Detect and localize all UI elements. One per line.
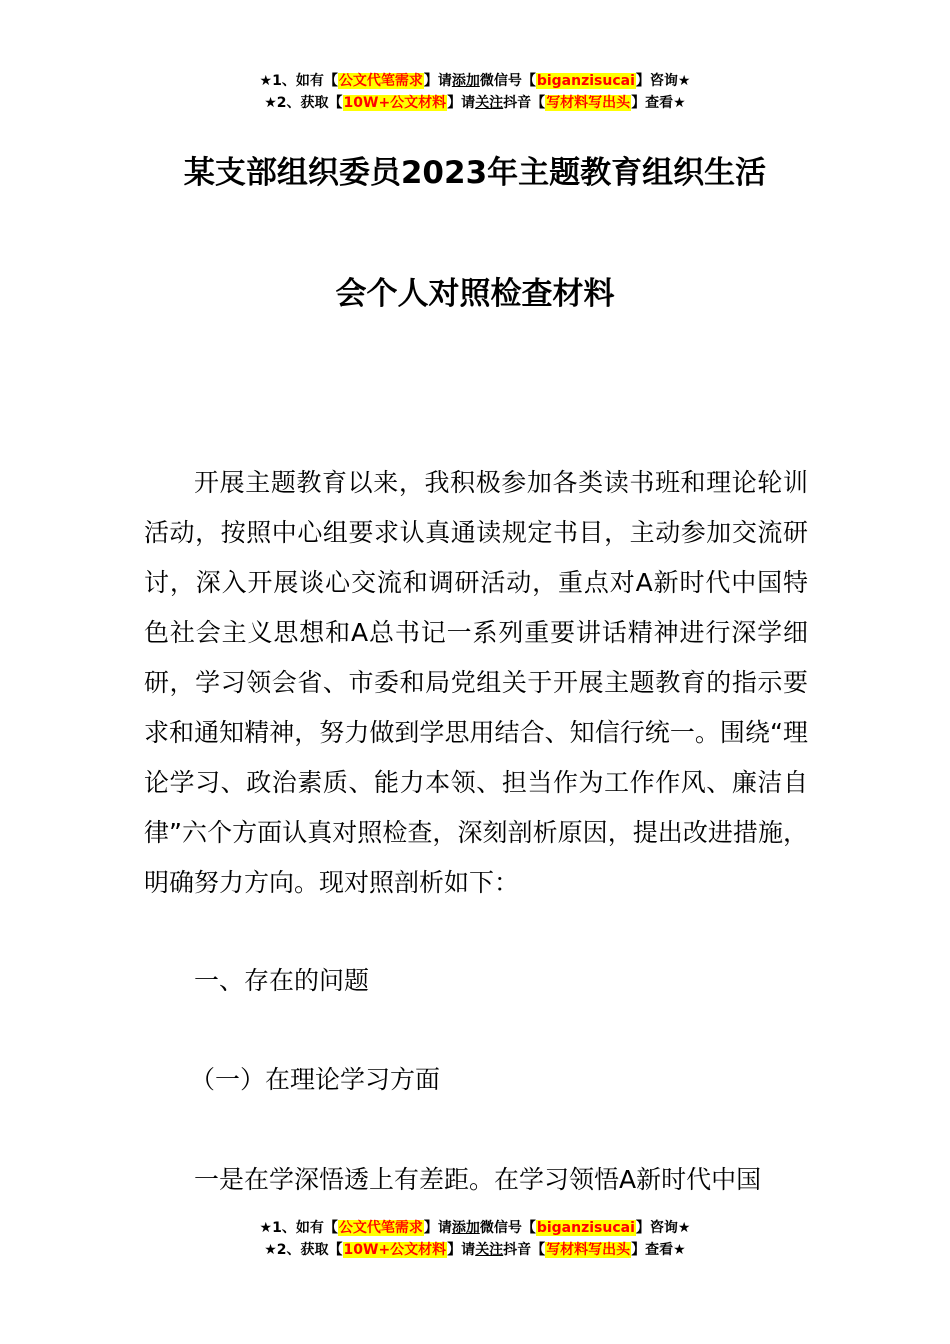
promo-highlight: 10W+公文材料 [343,95,447,111]
promo-highlight: 写材料写出头 [546,95,631,111]
promo-highlight: 公文代笔需求 [338,1220,423,1236]
promo-text: 】请 [447,1242,476,1258]
promo-highlight: biganzisucai [536,1220,635,1236]
promo-line-2 [0,1239,950,1261]
promo-underlined-text: 添加 [451,1220,480,1236]
promo-text: ★2、获取【 [264,95,343,111]
intro-paragraph: 开展主题教育以来，我积极参加各类读书班和理论轮训活动，按照中心组要求认真通读规定书目，主动参加交流研讨，深入开展谈心交流和调研活动，重点对A新时代中国特色社会主义思想和A总书记一系列重要讲话精神进行深学细研，学习领会省、市委和局党组关于开展主题教育的指示要求和通知精神，努力做到学思用结合、知信行统一。围绕“理论学习、政治素质、能力本领、担当作为工作作风、廉洁自律”六个方面认真对照检查，深刻剖析原因，提出改进措施，明确努力方向。现对照剖析如下： [144,468,808,897]
promo-text: ★1、如有【 [259,1220,338,1236]
promo-text: ★2、获取【 [264,1242,343,1258]
promo-text: 微信号【 [479,1220,536,1236]
document-title-line-1: 某支部组织委员2023年主题教育组织生活 [183,155,767,191]
promo-text: ★1、如有【 [259,73,338,89]
footer-promo-banner [0,1217,950,1261]
promo-text: 】请 [423,1220,452,1236]
promo-text: 】咨询★ [635,1220,691,1236]
promo-line-1 [0,70,950,92]
promo-highlight: biganzisucai [536,73,635,89]
promo-text: 】咨询★ [635,73,691,89]
body-paragraph: 一是在学深悟透上有差距。在学习领悟A新时代中国 [194,1165,762,1194]
document-title-line-2: 会个人对照检查材料 [335,276,615,312]
promo-highlight: 写材料写出头 [546,1242,631,1258]
section-heading: 一、存在的问题 [194,966,370,995]
promo-text: 抖音【 [503,1242,546,1258]
promo-underlined-text: 关注 [475,1242,504,1258]
promo-text: 】请 [447,95,476,111]
promo-underlined-text: 添加 [451,73,480,89]
promo-text: 】请 [423,73,452,89]
promo-highlight: 10W+公文材料 [343,1242,447,1258]
promo-text: 】查看★ [631,1242,686,1258]
promo-highlight: 公文代笔需求 [338,73,423,89]
header-promo-banner [0,70,950,114]
promo-line-2 [0,92,950,114]
promo-text: 】查看★ [631,95,686,111]
promo-text: 微信号【 [479,73,536,89]
promo-underlined-text: 关注 [475,95,504,111]
promo-text: 抖音【 [503,95,546,111]
promo-line-1 [0,1217,950,1239]
subsection-heading: （一）在理论学习方面 [190,1065,441,1094]
